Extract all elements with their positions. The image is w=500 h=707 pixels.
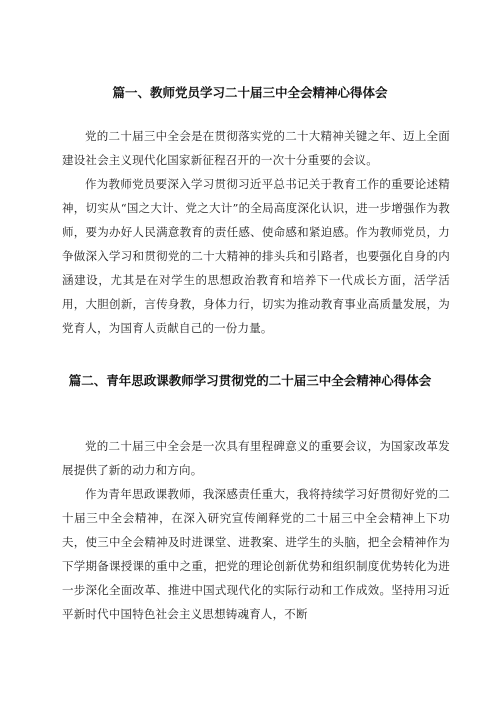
section-2-paragraph-2: 作为青年思政课教师，我深感责任重大，我将持续学习好贯彻好党的二十届三中全会精神，在深入研究宣传阐释党的二十届三中全会精神上下功夫，使三中全会精神及时进课堂、进教案、进学生的头脑，把全会精神作为下学期备课授课的重中之重，把党的理论创新优势和组织制度优势转化为进一步深化全面改革、推进中国式现代化的实际行动和工作成效。坚持用习近平新时代中国特色社会主义思想铸魂育人，不断 [62, 487, 450, 621]
section-2-paragraph-1: 党的二十届三中全会是一次具有里程碑意义的重要会议，为国家改革发展提供了新的动力和方向。 [62, 439, 450, 477]
section-1-title: 篇一、教师党员学习二十届三中全会精神心得体会 [112, 85, 388, 100]
section-2-title: 篇二、青年思政课教师学习贯彻党的二十届三中全会精神心得体会 [68, 373, 432, 388]
section-1-body [62, 124, 450, 340]
section-1-paragraph-1: 党的二十届三中全会是在贯彻落实党的二十大精神关键之年、迈上全面建设社会主义现代化国家新征程召开的一次十分重要的会议。 [62, 129, 450, 167]
section-2-body [62, 434, 450, 626]
section-1-paragraph-2: 作为教师党员要深入学习贯彻习近平总书记关于教育工作的重要论述精神，切实从“国之大计、党之大计”的全局高度深化认识，进一步增强作为教师，要为办好人民满意教育的责任感、使命感和紧迫感。作为教师党员，力争做深入学习和贯彻党的二十大精神的排头兵和引路者，也要强化自身的内涵建设，尤其是在对学生的思想政治教育和培养下一代成长方面，活学活用，大胆创新，言传身教，身体力行，切实为推动教育事业高质量发展，为党育人，为国育人贡献自己的一份力量。 [62, 177, 450, 335]
